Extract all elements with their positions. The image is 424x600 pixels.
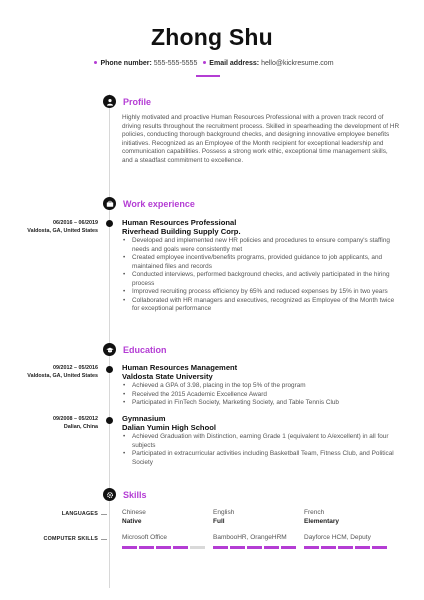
skill-level-segment xyxy=(122,546,137,549)
language-level: Native xyxy=(122,518,142,525)
skill-level-segment xyxy=(230,546,245,549)
education-school: Dalian Yumin High School xyxy=(122,423,216,432)
language-level: Full xyxy=(213,518,225,525)
language-item xyxy=(304,508,339,526)
education-location: Valdosta, GA, United States xyxy=(27,373,98,379)
education-bullets xyxy=(122,382,400,408)
resume-name: Zhong Shu xyxy=(151,24,273,50)
skill-level-segment xyxy=(190,546,205,549)
skill-level-segment xyxy=(304,546,319,549)
skill-level-segment xyxy=(139,546,154,549)
education-school: Valdosta State University xyxy=(122,372,213,381)
timeline-dot xyxy=(106,417,113,424)
skill-level-segment xyxy=(264,546,279,549)
computer-skill-name: Dayforce HCM, Deputy xyxy=(304,534,371,541)
bullet-dot-icon xyxy=(203,61,206,64)
timeline-tick xyxy=(101,514,107,515)
language-name: French xyxy=(304,509,325,516)
list-item: • Achieved a GPA of 3.98, placing in the top 5% of the program xyxy=(122,382,400,391)
header-accent-rule xyxy=(196,75,220,77)
skill-level-segment xyxy=(247,546,262,549)
person-icon xyxy=(103,95,116,108)
languages-label: LANGUAGES xyxy=(61,511,98,517)
skill-level-segment xyxy=(338,546,353,549)
timeline-dot xyxy=(106,220,113,227)
skill-level-segment xyxy=(281,546,296,549)
section-title-profile: Profile xyxy=(123,97,152,107)
section-title-skills: Skills xyxy=(123,490,147,500)
list-item: • Received the 2015 Academic Excellence Award xyxy=(122,391,400,400)
list-item: • Participated in FinTech Society, Marketing Society, and Table Tennis Club xyxy=(122,399,400,408)
education-meta xyxy=(12,364,98,380)
language-name: English xyxy=(213,509,235,516)
email-value: hello@kickresume.com xyxy=(261,60,334,67)
education-title: Gymnasium xyxy=(122,414,166,423)
computer-skill-name: Microsoft Office xyxy=(122,534,168,541)
job-location: Valdosta, GA, United States xyxy=(27,228,98,234)
job-title: Human Resources Professional xyxy=(122,218,237,227)
education-bullets xyxy=(122,433,400,467)
education-meta xyxy=(12,415,98,431)
skill-level-bar xyxy=(304,546,387,549)
list-item: • Participated in extracurricular activities including Basketball Team, Fitness Club, and Political Society xyxy=(122,450,400,467)
list-item: • Achieved Graduation with Distinction, earning Grade 1 (equivalent to A/excellent) in all four subjects xyxy=(122,433,400,450)
job-company: Riverhead Building Supply Corp. xyxy=(122,227,241,236)
language-name: Chinese xyxy=(122,509,146,516)
job-dates: 06/2016 – 06/2019 xyxy=(53,220,98,226)
list-item: • Collaborated with HR managers and executives, recognized as Employee of the Month twice for exceptional performance xyxy=(122,297,400,314)
email-label: Email address: xyxy=(209,60,260,67)
skill-level-segment xyxy=(173,546,188,549)
briefcase-icon xyxy=(103,197,116,210)
timeline-tick xyxy=(101,539,107,540)
language-level: Elementary xyxy=(304,518,340,525)
skill-level-segment xyxy=(372,546,387,549)
education-title: Human Resources Management xyxy=(122,363,238,372)
job-meta xyxy=(12,219,98,235)
phone-value: 555-555-5555 xyxy=(153,60,198,67)
section-title-work: Work experience xyxy=(123,199,195,209)
profile-summary: Highly motivated and proactive Human Resources Professional with a proven track record of driving results throughout the recruitment process. Skilled in spearheading the development of HR policies, conducting thorough background checks, and designing innovative employee benefits initiatives. Recognized as an Employee of the Month recipient for exceptional leadership and communication capabilities. Possess a strong work ethic, exceptional time management skills, and a steadfast commitment to excellence. xyxy=(122,114,400,164)
skill-level-bar xyxy=(122,546,205,549)
list-item: • Improved recruiting process efficiency by 65% and reduced expenses by 15% in two years xyxy=(122,288,400,297)
bullet-dot-icon xyxy=(94,61,97,64)
skill-level-segment xyxy=(213,546,228,549)
timeline-dot xyxy=(106,366,113,373)
skill-level-segment xyxy=(355,546,370,549)
computer-skill-name: BambooHR, OrangeHRM xyxy=(213,534,287,541)
language-item xyxy=(213,508,234,526)
skill-level-bar xyxy=(213,546,296,549)
job-bullets xyxy=(122,237,400,314)
contact-line xyxy=(0,60,424,67)
list-item: • Conducted interviews, performed background checks, and actively participated in the hiring process xyxy=(122,271,400,288)
gear-icon xyxy=(103,488,116,501)
computer-skills-label: COMPUTER SKILLS xyxy=(43,536,98,542)
section-title-education: Education xyxy=(123,345,167,355)
education-location: Dalian, China xyxy=(63,424,98,430)
list-item: • Developed and implemented new HR policies and procedures to ensure company's staffing needs and goals were consistently met xyxy=(122,237,400,254)
phone-label: Phone number: xyxy=(100,60,152,67)
graduation-cap-icon xyxy=(103,343,116,356)
education-dates: 09/2008 – 05/2012 xyxy=(53,416,98,422)
education-dates: 09/2012 – 05/2016 xyxy=(53,365,98,371)
list-item: • Created employee incentive/benefits programs, provided guidance to job applicants, and maintained files and records xyxy=(122,254,400,271)
language-item xyxy=(122,508,146,526)
skill-level-segment xyxy=(156,546,171,549)
skill-level-segment xyxy=(321,546,336,549)
timeline-line xyxy=(109,94,110,588)
